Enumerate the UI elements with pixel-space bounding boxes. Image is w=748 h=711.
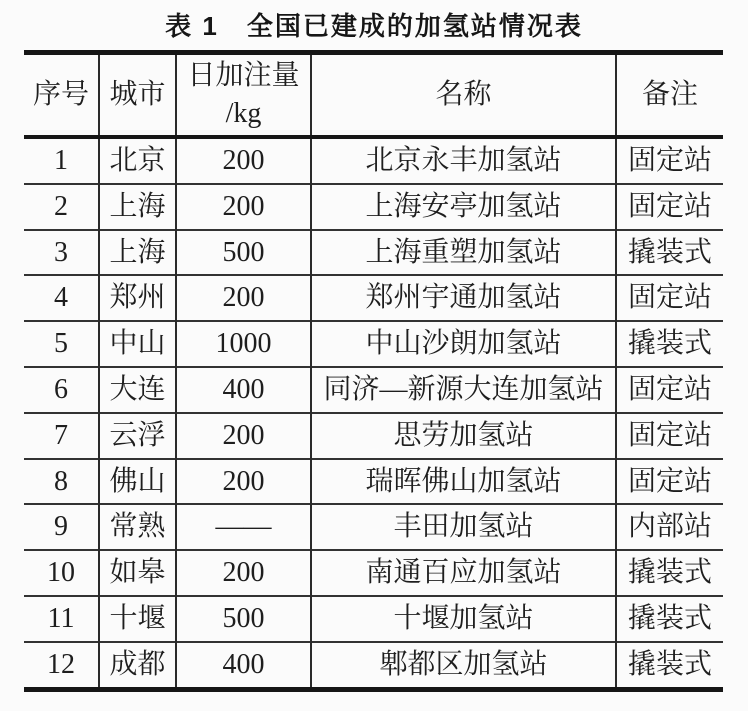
header-station-name: 名称 (311, 53, 616, 138)
table-row (24, 321, 723, 367)
serial-number-cell: 11 (24, 596, 99, 642)
daily-refueling-amount-cell: 200 (176, 275, 311, 321)
station-name-cell: 郑州宇通加氢站 (311, 275, 616, 321)
daily-refueling-amount-cell: 500 (176, 596, 311, 642)
daily-refueling-amount-cell: 1000 (176, 321, 311, 367)
station-name-cell: 北京永丰加氢站 (311, 137, 616, 184)
table-row (24, 230, 723, 276)
hydrogen-station-table (24, 50, 723, 692)
serial-number-cell: 7 (24, 413, 99, 459)
table-row (24, 413, 723, 459)
station-name-cell: 十堰加氢站 (311, 596, 616, 642)
station-name-cell: 上海安亭加氢站 (311, 184, 616, 230)
table-row (24, 137, 723, 184)
remark-cell: 内部站 (616, 504, 723, 550)
header-city: 城市 (99, 53, 176, 138)
table-body (24, 137, 723, 689)
table-row (24, 596, 723, 642)
daily-refueling-amount-cell: 200 (176, 413, 311, 459)
table-row (24, 367, 723, 413)
station-name-cell: 同济—新源大连加氢站 (311, 367, 616, 413)
remark-cell: 撬装式 (616, 230, 723, 276)
header-daily-refueling-amount-label: 日加注量 (187, 60, 300, 91)
serial-number-cell: 2 (24, 184, 99, 230)
remark-cell: 撬装式 (616, 642, 723, 689)
remark-cell: 固定站 (616, 275, 723, 321)
city-cell: 十堰 (99, 596, 176, 642)
city-cell: 佛山 (99, 459, 176, 505)
daily-refueling-amount-cell: 400 (176, 367, 311, 413)
serial-number-cell: 10 (24, 550, 99, 596)
table-row (24, 459, 723, 505)
table-caption: 表 1 全国已建成的加氢站情况表 (165, 11, 583, 41)
header-daily-refueling-amount-unit: /kg (225, 98, 262, 129)
serial-number-cell: 6 (24, 367, 99, 413)
header-row (24, 53, 723, 138)
remark-cell: 固定站 (627, 145, 712, 177)
serial-number-cell: 1 (24, 137, 99, 184)
remark-cell: 撬装式 (616, 596, 723, 642)
city-cell: 上海 (99, 184, 176, 230)
city-cell: 成都 (99, 642, 176, 689)
table-row (24, 504, 723, 550)
station-name-cell: 思劳加氢站 (311, 413, 616, 459)
daily-refueling-amount-cell: 200 (176, 550, 311, 596)
table-row (24, 275, 723, 321)
daily-refueling-amount-cell: 500 (176, 230, 311, 276)
header-remark: 备注 (616, 53, 723, 138)
table-row (24, 550, 723, 596)
remark-cell: 撬装式 (616, 321, 723, 367)
station-name-cell: 丰田加氢站 (311, 504, 616, 550)
serial-number-cell: 3 (24, 230, 99, 276)
table-row (24, 184, 723, 230)
remark-cell: 撬装式 (616, 550, 723, 596)
serial-number-cell: 12 (24, 642, 99, 689)
city-cell: 中山 (99, 321, 176, 367)
serial-number-cell: 8 (24, 459, 99, 505)
station-name-cell: 中山沙朗加氢站 (311, 321, 616, 367)
city-cell: 常熟 (99, 504, 176, 550)
city-cell: 北京 (99, 137, 176, 184)
serial-number-cell: 9 (24, 504, 99, 550)
city-cell: 如皋 (99, 550, 176, 596)
station-name-cell: 上海重塑加氢站 (311, 230, 616, 276)
daily-refueling-amount-cell: 400 (176, 642, 311, 689)
daily-refueling-amount-cell: 200 (176, 184, 311, 230)
daily-refueling-amount-cell: —— (176, 504, 311, 550)
daily-refueling-amount-cell: 200 (176, 137, 311, 184)
table-header (24, 53, 723, 138)
table-row (24, 642, 723, 689)
daily-refueling-amount-cell: 200 (176, 459, 311, 505)
city-cell: 大连 (99, 367, 176, 413)
station-name-cell: 郫都区加氢站 (311, 642, 616, 689)
header-daily-refueling-amount (176, 53, 311, 138)
header-serial-number: 序号 (24, 53, 99, 138)
remark-cell: 固定站 (616, 367, 723, 413)
city-cell: 上海 (99, 230, 176, 276)
serial-number-cell: 5 (24, 321, 99, 367)
remark-cell: 固定站 (616, 184, 723, 230)
serial-number-cell: 4 (24, 275, 99, 321)
remark-cell: 固定站 (616, 413, 723, 459)
city-cell: 云浮 (99, 413, 176, 459)
remark-cell: 固定站 (616, 459, 723, 505)
station-name-cell: 瑞晖佛山加氢站 (311, 459, 616, 505)
station-name-cell: 南通百应加氢站 (311, 550, 616, 596)
city-cell: 郑州 (99, 275, 176, 321)
